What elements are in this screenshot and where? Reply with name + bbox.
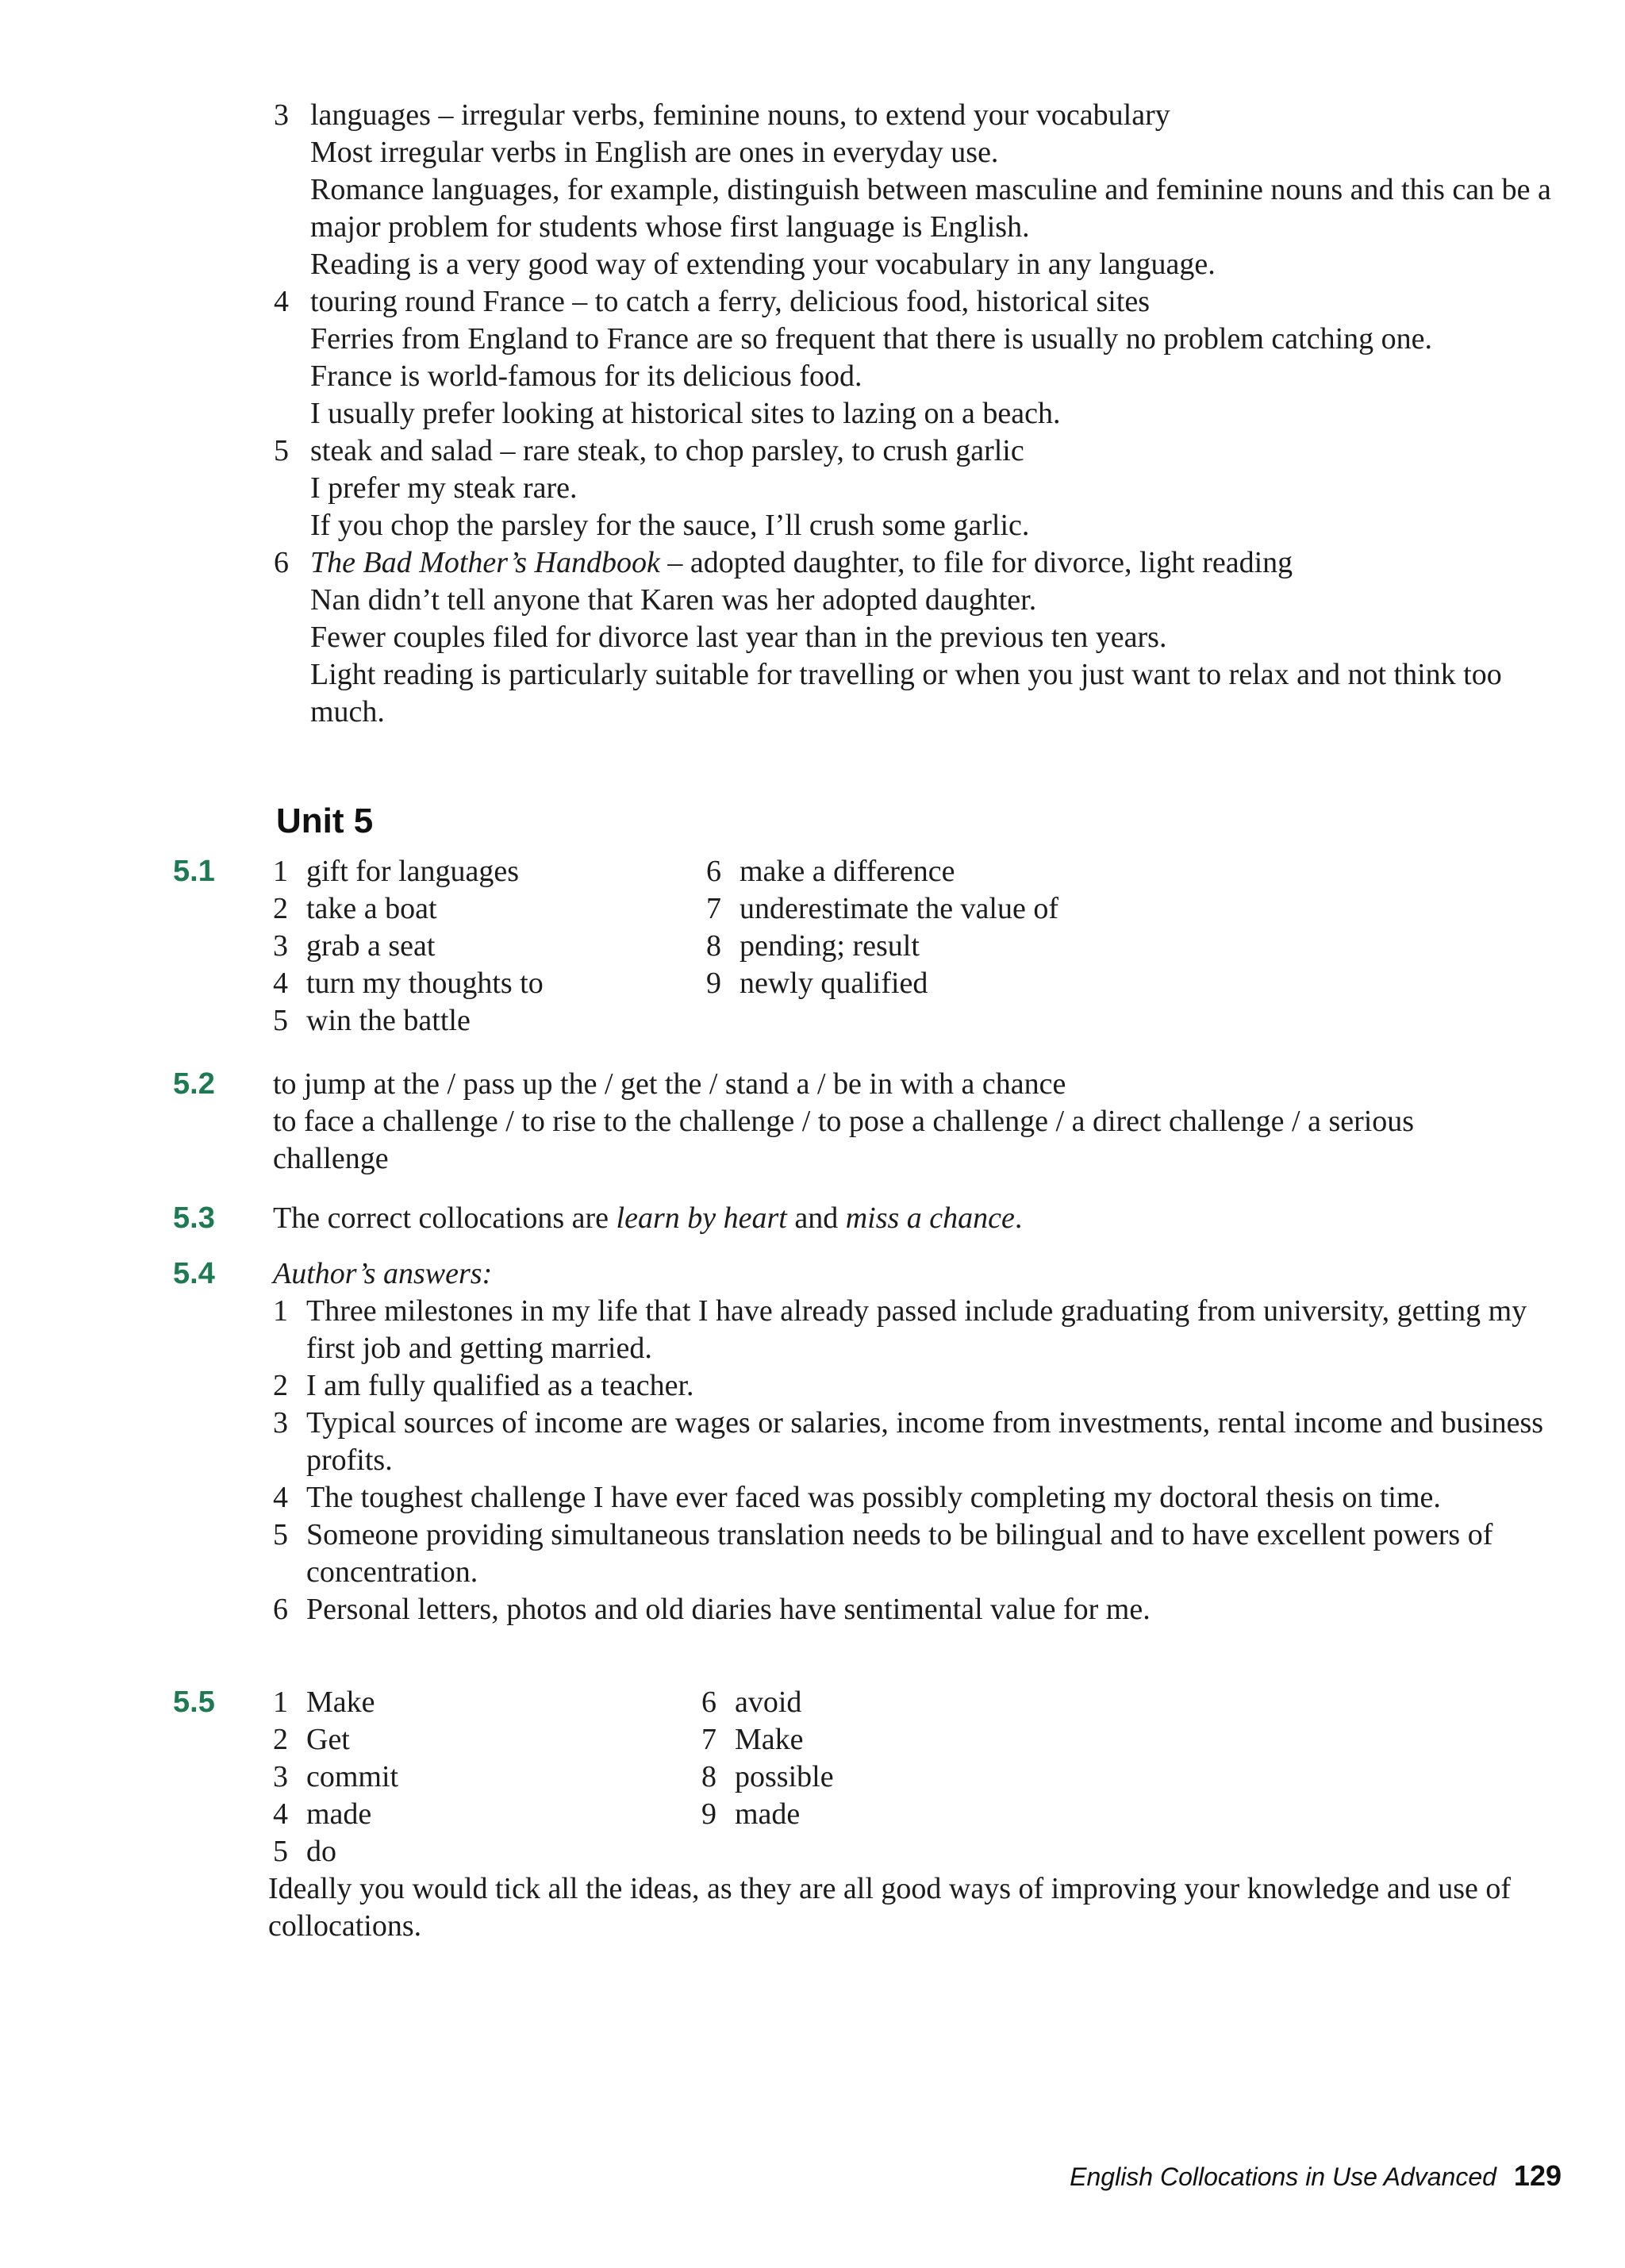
item-number: 4 — [274, 285, 289, 318]
answer-text: newly qualified — [740, 967, 928, 1000]
item-number: 4 — [273, 967, 288, 1000]
collocation-italic: miss a chance — [845, 1201, 1015, 1235]
book-title-italic: The Bad Mother’s Handbook — [310, 546, 660, 579]
exercise-label: 5.4 — [173, 1257, 215, 1290]
answer-text: possible — [735, 1760, 834, 1793]
item-number: 8 — [701, 1760, 716, 1793]
example-sentence: I usually prefer looking at historical sites to lazing on a beach. — [310, 397, 1061, 430]
item-number: 5 — [273, 1835, 288, 1868]
answer-item — [274, 432, 1559, 544]
answer-text-part: The correct collocations are — [273, 1201, 617, 1235]
item-number: 2 — [273, 892, 288, 925]
item-number: 8 — [706, 929, 721, 963]
example-sentence: Most irregular verbs in English are ones in everyday use. — [310, 136, 999, 169]
answer-item — [701, 1796, 1336, 1833]
item-number: 5 — [274, 434, 289, 467]
exercise-label: 5.1 — [173, 855, 215, 888]
item-number: 3 — [274, 98, 289, 132]
item-number: 6 — [273, 1593, 288, 1626]
answer-text-part: . — [1014, 1201, 1023, 1235]
answer-text: make a difference — [740, 855, 955, 888]
answer-text: do — [306, 1835, 336, 1868]
example-sentence: Reading is a very good way of extending your vocabulary in any language. — [310, 248, 1216, 281]
item-number: 3 — [273, 929, 288, 963]
answer-item — [273, 1367, 1566, 1405]
item-number: 7 — [706, 892, 721, 925]
answer-item — [273, 853, 701, 890]
example-sentence: Romance languages, for example, distinguish between masculine and feminine nouns and this can be a major problem for students whose first language is English. — [310, 173, 1551, 244]
exercise-answers — [273, 1066, 1511, 1178]
answer-item — [273, 1479, 1566, 1516]
answer-column-left — [273, 1684, 701, 1870]
answer-text: Three milestones in my life that I have already passed include graduating from university, getting my first job and getting married. — [306, 1294, 1527, 1365]
page-footer — [1070, 2160, 1562, 2193]
answer-item — [273, 928, 701, 965]
exercise-5-1 — [173, 853, 1569, 1044]
answer-column-left — [273, 853, 701, 1040]
answer-item — [274, 97, 1559, 283]
example-sentence: If you chop the parsley for the sauce, I’ll crush some garlic. — [310, 509, 1030, 542]
answer-text: underestimate the value of — [740, 892, 1059, 925]
item-number: 6 — [706, 855, 721, 888]
item-number: 1 — [273, 1686, 288, 1719]
answer-text: gift for languages — [306, 855, 520, 888]
book-title: English Collocations in Use Advanced — [1070, 2162, 1496, 2191]
item-number: 4 — [273, 1797, 288, 1831]
collocation-italic: learn by heart — [616, 1201, 787, 1235]
answer-text: Personal letters, photos and old diaries have sentimental value for me. — [306, 1593, 1151, 1626]
answer-text: Make — [735, 1723, 804, 1756]
answer-text: Make — [306, 1686, 375, 1719]
answer-item — [706, 890, 1341, 928]
item-heading-rest: – adopted daughter, to file for divorce, light reading — [659, 546, 1293, 579]
item-heading: touring round France – to catch a ferry, delicious food, historical sites — [310, 285, 1151, 318]
answer-text: The toughest challenge I have ever faced was possibly completing my doctoral thesis on time. — [306, 1481, 1441, 1514]
example-sentence: Light reading is particularly suitable for travelling or when you just want to relax and not think too much. — [310, 658, 1502, 728]
answer-text: to face a challenge / to rise to the challenge / to pose a challenge / a direct challenge / a serious challenge — [273, 1105, 1415, 1175]
exercise-label: 5.5 — [173, 1686, 215, 1719]
answer-item — [273, 1405, 1566, 1479]
item-number: 9 — [706, 967, 721, 1000]
answer-item — [273, 1591, 1566, 1628]
unit-title: Unit 5 — [276, 801, 374, 840]
answer-item — [273, 1293, 1566, 1367]
answer-item — [706, 928, 1341, 965]
answer-text: win the battle — [306, 1004, 471, 1037]
answer-text: avoid — [735, 1686, 802, 1719]
answer-column-right — [701, 1684, 1336, 1833]
answer-text: Typical sources of income are wages or salaries, income from investments, rental income and business profits. — [306, 1406, 1544, 1477]
answer-item — [274, 544, 1559, 731]
answer-text: commit — [306, 1760, 399, 1793]
item-number: 1 — [273, 855, 288, 888]
answer-item — [273, 1002, 701, 1040]
item-number: 5 — [273, 1518, 288, 1551]
unit-4-continuation — [274, 97, 1559, 731]
answer-item — [273, 1759, 701, 1796]
answer-item — [273, 1721, 701, 1759]
answer-text: take a boat — [306, 892, 437, 925]
answer-text — [273, 1200, 1574, 1237]
example-sentence: France is world-famous for its delicious food. — [310, 359, 862, 393]
exercise-label: 5.3 — [173, 1201, 215, 1235]
example-sentence: I prefer my steak rare. — [310, 471, 578, 505]
exercise-answers — [273, 1255, 1566, 1628]
page-number: 129 — [1513, 2159, 1562, 2192]
item-number: 6 — [274, 546, 289, 579]
example-sentence: Fewer couples filed for divorce last year than in the previous ten years. — [310, 621, 1167, 654]
item-number: 6 — [701, 1686, 716, 1719]
exercise-answers — [273, 1200, 1574, 1237]
answer-text: Get — [306, 1723, 350, 1756]
answer-text: grab a seat — [306, 929, 436, 963]
answer-item — [273, 965, 701, 1002]
answer-columns — [273, 1684, 1574, 1870]
answer-text: pending; result — [740, 929, 920, 963]
answer-column-right — [706, 853, 1341, 1002]
exercise-answers — [268, 1684, 1574, 1945]
item-number: 9 — [701, 1797, 716, 1831]
answer-text: to jump at the / pass up the / get the / stand a / be in with a chance — [273, 1067, 1066, 1101]
answer-text: turn my thoughts to — [306, 967, 544, 1000]
answer-text: I am fully qualified as a teacher. — [306, 1369, 694, 1402]
item-number: 1 — [273, 1294, 288, 1328]
exercise-label: 5.2 — [173, 1067, 215, 1101]
answer-item — [273, 1796, 701, 1833]
item-number: 2 — [273, 1723, 288, 1756]
example-sentence: Ferries from England to France are so frequent that there is usually no problem catching one. — [310, 322, 1432, 356]
item-number: 7 — [701, 1723, 716, 1756]
answer-text: Someone providing simultaneous translation needs to be bilingual and to have excellent powers of concentration. — [306, 1518, 1493, 1589]
answer-item — [701, 1759, 1336, 1796]
answers-intro: Author’s answers: — [273, 1257, 493, 1290]
answer-item — [273, 1516, 1566, 1591]
answer-item — [706, 965, 1341, 1002]
item-number: 5 — [273, 1004, 288, 1037]
item-number: 3 — [273, 1760, 288, 1793]
answer-text: made — [735, 1797, 801, 1831]
answer-item — [273, 1833, 701, 1870]
item-heading: languages – irregular verbs, feminine nouns, to extend your vocabulary — [310, 98, 1170, 132]
answer-item — [701, 1684, 1336, 1721]
answer-item — [273, 890, 701, 928]
answer-note: Ideally you would tick all the ideas, as they are all good ways of improving your knowledge and use of collocations. — [268, 1872, 1512, 1943]
example-sentence: Nan didn’t tell anyone that Karen was her adopted daughter. — [310, 583, 1037, 617]
item-heading: steak and salad – rare steak, to chop parsley, to crush garlic — [310, 434, 1024, 467]
answer-item — [701, 1721, 1336, 1759]
answer-text: made — [306, 1797, 372, 1831]
answer-item — [273, 1684, 701, 1721]
answer-text-part: and — [786, 1201, 846, 1235]
answer-item — [706, 853, 1341, 890]
item-number: 4 — [273, 1481, 288, 1514]
item-heading — [310, 544, 1559, 582]
answer-item — [274, 283, 1559, 432]
item-number: 2 — [273, 1369, 288, 1402]
item-number: 3 — [273, 1406, 288, 1440]
